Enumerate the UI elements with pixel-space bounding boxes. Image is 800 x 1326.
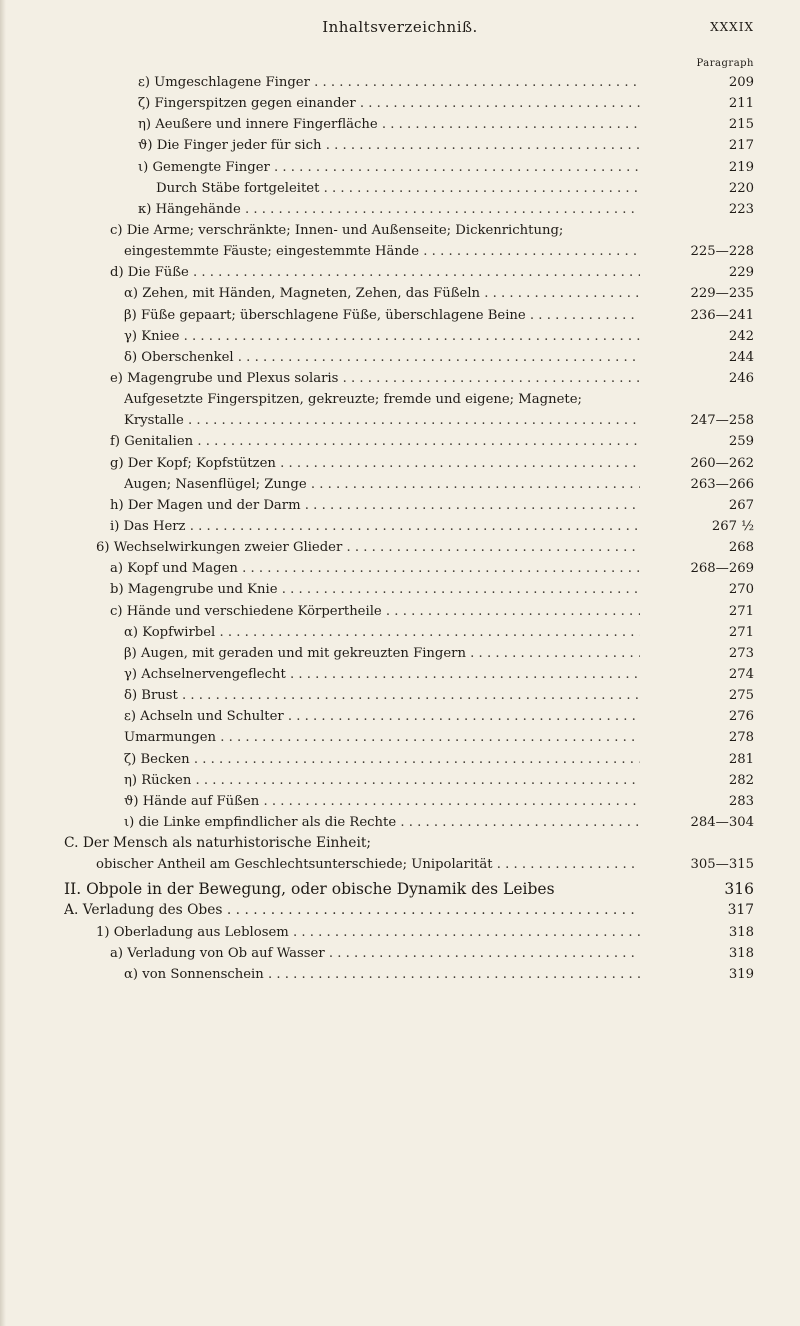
toc-entry (0, 749, 800, 770)
toc-entry-title: ζ) Becken . . . (124, 749, 640, 770)
toc-entry-title: β) Augen, mit geraden und mit gekreuzten Fingern . . . (124, 643, 640, 664)
toc-entry-page: 270 (728, 582, 754, 598)
toc-entry-page: 229—235 (690, 286, 754, 302)
toc-entry-page: 273 (728, 645, 754, 661)
toc-entry (0, 643, 800, 664)
toc-entry (0, 368, 800, 389)
toc-entry (0, 114, 800, 135)
toc-entry-page: 316 (724, 880, 754, 899)
toc-entry (0, 93, 800, 114)
toc-entry-page: 282 (728, 772, 754, 788)
toc-entry-title: C. Der Mensch als naturhistorische Einheit; (64, 835, 372, 852)
toc-entry-title: Krystalle . . . (124, 410, 640, 431)
toc-entry (0, 326, 800, 347)
toc-entry-title: f) Genitalien . . . (110, 431, 640, 452)
toc-entry-page: 267 ½ (711, 518, 754, 534)
toc-entry (0, 516, 800, 537)
toc-entry (0, 537, 800, 558)
toc-entry-title: ε) Achseln und Schulter . . . (124, 706, 640, 727)
toc-entry-page: 209 (728, 75, 754, 90)
toc-entry-page: 275 (728, 688, 754, 704)
toc-entry (0, 900, 800, 921)
toc-entry-title: Augen; Nasenflügel; Zunge . . . (124, 474, 640, 495)
toc-entry-title: e) Magengrube und Plexus solaris . . . (110, 368, 640, 389)
toc-entry-title: ι) die Linke empfindlicher als die Rechte . . . (124, 812, 640, 833)
toc-entry-title: Durch Stäbe fortgeleitet . . . (156, 178, 640, 199)
toc-entry-title: α) Zehen, mit Händen, Magneten, Zehen, das Füßeln . . . (124, 283, 640, 304)
toc-entry (0, 178, 800, 199)
toc-entry-title: g) Der Kopf; Kopfstützen . . . (110, 453, 640, 474)
toc-entry (0, 135, 800, 156)
toc-entry-page: 211 (728, 96, 754, 112)
toc-entry-title: ϑ) Hände auf Füßen . . . (124, 791, 640, 812)
toc-entry (0, 812, 800, 833)
toc-entry-title: obischer Antheil am Geschlechtsunterschiede; Unipolarität . . . (96, 854, 640, 875)
toc-entry (0, 220, 800, 241)
toc-entry-page: 267 (728, 497, 754, 513)
toc-entry-page: 263—266 (690, 476, 754, 492)
toc-entry (0, 622, 800, 643)
toc-entry-page: 276 (728, 709, 754, 725)
toc-entry-page: 220 (728, 180, 754, 196)
toc-entry-page: 319 (728, 966, 754, 982)
toc-entry-page: 229 (728, 265, 754, 281)
toc-entry (0, 495, 800, 516)
toc-entry (0, 241, 800, 262)
toc-entry-page: 236—241 (690, 307, 754, 323)
toc-entry-page: 283 (728, 793, 754, 809)
toc-entry (0, 157, 800, 178)
toc-entry-page: 260—262 (690, 455, 754, 471)
toc-entry-page: 259 (728, 434, 754, 450)
toc-entry-page: 305—315 (690, 857, 754, 873)
toc-entry (0, 601, 800, 622)
toc-entry (0, 685, 800, 706)
running-head (0, 10, 800, 40)
toc-entry (0, 664, 800, 685)
toc-entry-title: c) Hände und verschiedene Körpertheile . . . (110, 601, 640, 622)
toc-entry-title: c) Die Arme; verschränkte; Innen- und Außenseite; Dickenrichtung; (110, 222, 564, 238)
toc-entry-title: β) Füße gepaart; überschlagene Füße, überschlagene Beine . . . (124, 305, 640, 326)
toc-entry-title: ζ) Fingerspitzen gegen einander . . . (138, 93, 640, 114)
toc-entry-page: 281 (728, 751, 754, 767)
toc-entry-page: 274 (728, 666, 754, 682)
toc-section-heading (0, 879, 800, 900)
toc-entry-title: b) Magengrube und Knie . . . (110, 579, 640, 600)
toc-entry (0, 72, 800, 93)
toc-entry (0, 199, 800, 220)
toc-entry-title: Umarmungen . . . (124, 727, 640, 748)
toc-entry-title: α) von Sonnenschein . . . (124, 964, 640, 985)
toc-entry-title: δ) Oberschenkel . . . (124, 347, 640, 368)
toc-entry-title: A. Verladung des Obes . . . (64, 900, 640, 921)
toc-entry (0, 727, 800, 748)
toc-entry-page: 284—304 (690, 814, 754, 830)
toc-entry-title: ε) Umgeschlagene Finger . . . (138, 72, 640, 93)
toc-entry (0, 474, 800, 495)
toc-entry-title: η) Aeußere und innere Fingerfläche . . . (138, 114, 640, 135)
toc-entry-title: a) Kopf und Magen . . . (110, 558, 640, 579)
toc-entry-page: 219 (728, 159, 754, 175)
toc-entry-page: 242 (728, 328, 754, 344)
toc-entry (0, 964, 800, 985)
toc-entry-page: 278 (728, 730, 754, 746)
toc-entry (0, 389, 800, 410)
page-number: XXXIX (710, 20, 754, 34)
toc-entry (0, 706, 800, 727)
toc-entry-page: 318 (728, 924, 754, 940)
toc-entry-title: ϑ) Die Finger jeder für sich . . . (138, 135, 640, 156)
toc-entry (0, 558, 800, 579)
toc-entry-page: 244 (728, 349, 754, 365)
toc-entry-page: 268 (728, 540, 754, 556)
toc-entry (0, 283, 800, 304)
toc-entry-title: i) Das Herz . . . (110, 516, 640, 537)
toc-entry (0, 262, 800, 283)
toc-entry-page: 271 (728, 603, 754, 619)
toc-entry (0, 770, 800, 791)
toc-entry (0, 943, 800, 964)
toc-entry-page: 225—228 (690, 244, 754, 260)
toc-entry (0, 833, 800, 854)
toc-entry-page: 318 (728, 945, 754, 961)
toc-entry-page: 223 (728, 201, 754, 217)
toc-entry-title: II. Obpole in der Bewegung, oder obische Dynamik des Leibes (64, 880, 555, 899)
toc-entry-title: eingestemmte Fäuste; eingestemmte Hände . . . (124, 241, 640, 262)
toc-entry (0, 791, 800, 812)
toc-entry-title: d) Die Füße . . . (110, 262, 640, 283)
toc-entry-page: 215 (728, 117, 754, 133)
toc-entry-page: 271 (728, 624, 754, 640)
toc-entry-page: 247—258 (690, 413, 754, 429)
toc-entry-title: η) Rücken . . . (124, 770, 640, 791)
toc-entry-title: δ) Brust . . . (124, 685, 640, 706)
column-label-paragraph: Paragraph (696, 58, 754, 69)
toc-entry (0, 453, 800, 474)
toc-entry (0, 431, 800, 452)
toc-entry (0, 579, 800, 600)
toc-entry-page: 246 (728, 370, 754, 386)
toc-entry (0, 854, 800, 875)
toc-entry-title: h) Der Magen und der Darm . . . (110, 495, 640, 516)
toc-entry-page: 268—269 (690, 561, 754, 577)
toc-entry-title: ι) Gemengte Finger . . . (138, 157, 640, 178)
toc-entry-title: 1) Oberladung aus Leblosem . . . (96, 922, 640, 943)
toc-entry-title: α) Kopfwirbel . . . (124, 622, 640, 643)
toc-entry (0, 922, 800, 943)
toc-entry-title: γ) Kniee . . . (124, 326, 640, 347)
toc-entry-title: 6) Wechselwirkungen zweier Glieder . . . (96, 537, 640, 558)
table-of-contents (0, 72, 800, 985)
toc-entry (0, 305, 800, 326)
toc-entry-title: Aufgesetzte Fingerspitzen, gekreuzte; fremde und eigene; Magnete; (124, 392, 582, 408)
toc-entry-page: 317 (727, 902, 754, 919)
toc-entry (0, 347, 800, 368)
toc-entry-title: γ) Achselnervengeflecht . . . (124, 664, 640, 685)
toc-entry (0, 410, 800, 431)
toc-entry-title: a) Verladung von Ob auf Wasser . . . (110, 943, 640, 964)
toc-entry-page: 217 (728, 138, 754, 154)
toc-entry-title: κ) Hängehände . . . (138, 199, 640, 220)
running-title: Inhaltsverzeichniß. (322, 18, 478, 36)
